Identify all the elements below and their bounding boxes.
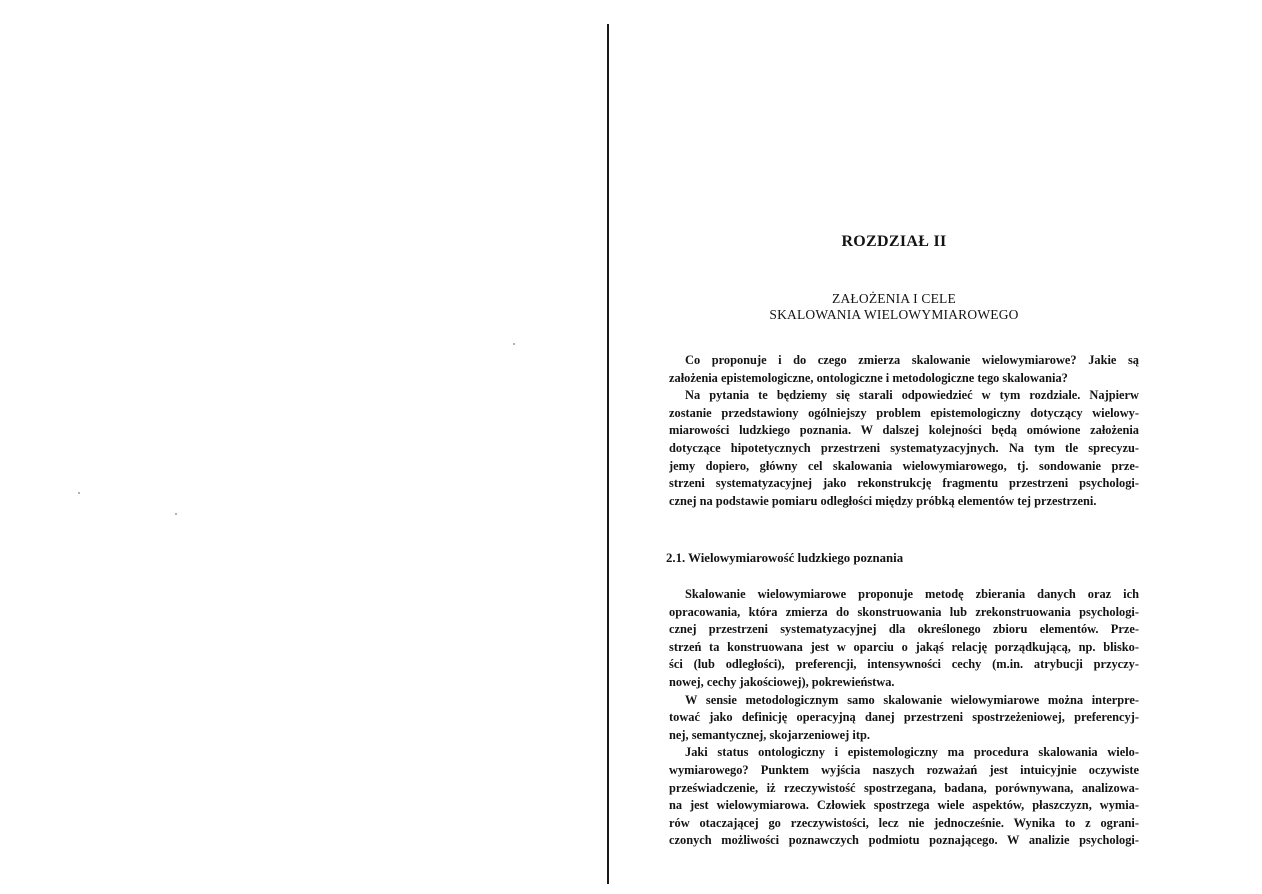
text-line: założenia epistemologiczne, ontologiczne i metodologiczne tego skalowania? (669, 370, 1068, 385)
book-spine-divider (607, 24, 609, 884)
text-line: nej, semantycznej, skojarzeniowej itp. (669, 727, 870, 742)
section-body (669, 586, 1139, 850)
text-line: Skalowanie wielowymiarowe proponuje metodę zbierania danych oraz ich (685, 587, 1139, 601)
subtitle-line: SKALOWANIA WIELOWYMIAROWEGO (769, 307, 1019, 322)
scan-speck (175, 513, 177, 515)
text-line: cznej na podstawie pomiaru odległości między próbką elementów tej przestrzeni. (669, 493, 1097, 508)
text-line: tować jako definicję operacyjną danej przestrzeni spostrzeżeniowej, preferencyj- (669, 710, 1139, 725)
text-line: ści (lub odległości), preferencji, intensywności cechy (m.in. atrybucji przyczy- (669, 657, 1139, 672)
text-line: Co proponuje i do czego zmierza skalowanie wielowymiarowe? Jakie są (685, 353, 1139, 367)
text-line: cznej przestrzeni systematyzacyjnej dla określonego zbioru elementów. Prze- (669, 622, 1139, 637)
text-line: Na pytania te będziemy się starali odpowiedzieć w tym rozdziale. Najpierw (685, 388, 1139, 403)
text-line: dotyczące hipotetycznych przestrzeni systematyzacyjnych. Na tym tle sprecyzu- (669, 440, 1139, 455)
text-line: jemy dopiero, główny cel skalowania wielowymiarowego, tj. sondowanie prze- (669, 458, 1139, 473)
text-line: strzeń ta konstruowana jest w oparciu o jakąś relację porządkującą, np. blisko- (669, 639, 1139, 654)
scan-speck (513, 343, 515, 345)
subtitle-line: ZAŁOŻENIA I CELE (832, 291, 956, 306)
scan-speck (78, 492, 80, 494)
left-page-blank (0, 0, 608, 894)
text-line: nowej, cechy jakościowej), pokrewieństwa. (669, 674, 895, 689)
text-line: strzeni systematyzacyjnej jako rekonstrukcję fragmentu przestrzeni psychologi- (669, 476, 1139, 491)
intro-paragraphs (669, 352, 1139, 510)
right-page (610, 0, 1262, 894)
chapter-subtitle (610, 291, 1178, 323)
text-line: opracowania, która zmierza do skonstruowania lub zrekonstruowania psychologi- (669, 604, 1139, 619)
text-line: na jest wielowymiarowa. Człowiek spostrzega wiele aspektów, płaszczyzn, wymia- (669, 798, 1139, 813)
text-line: miarowości ludzkiego poznania. W dalszej kolejności będą omówione założenia (669, 423, 1139, 438)
text-line: zostanie przedstawiony ogólniejszy problem epistemologiczny dotyczący wielowy- (669, 405, 1139, 420)
chapter-title: ROZDZIAŁ II (841, 233, 947, 250)
text-line: czonych możliwości poznawczych podmiotu poznającego. W analizie psychologi- (669, 833, 1139, 848)
text-line: rów otaczającej go rzeczywistości, lecz nie jednocześnie. Wynika to z ograni- (669, 815, 1139, 830)
text-line: Jaki status ontologiczny i epistemologiczny ma procedura skalowania wielo- (685, 745, 1139, 760)
text-line: przeświadczenie, iż rzeczywistość spostrzegana, badana, porównywana, analizowa- (669, 780, 1139, 795)
section-heading: 2.1. Wielowymiarowość ludzkiego poznania (666, 551, 904, 565)
text-line: W sensie metodologicznym samo skalowanie wielowymiarowe można interpre- (685, 692, 1139, 707)
text-line: wymiarowego? Punktem wyjścia naszych rozważań jest intuicyjnie oczywiste (669, 762, 1139, 777)
